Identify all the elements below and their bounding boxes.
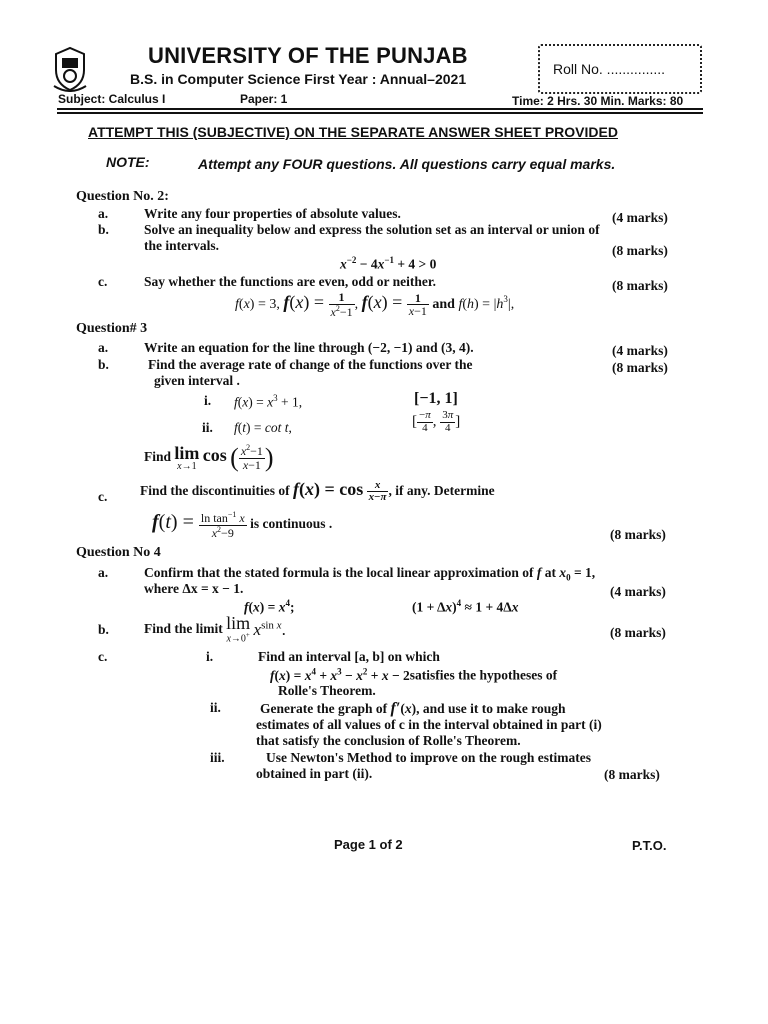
q3-b-i-interval: [−1, 1] — [414, 390, 458, 407]
question-2-heading: Question No. 2: — [76, 189, 169, 204]
q4-c-i-line-2: $f(x) = x^4 + x^3 - x^2 + x$ − 2satisfies the hypotheses of — [270, 666, 558, 683]
q4-b-label: b. — [98, 622, 109, 637]
q3-c-line: Find the discontinuities of f(x) = cos $\frac{x}{x-\pi}$ , if any. Determine — [140, 478, 495, 504]
q3-b-i-label: i. — [204, 393, 212, 408]
q4-c-iii-label: iii. — [210, 750, 225, 765]
q3-a-marks: (4 marks) — [612, 343, 668, 358]
question-3-heading: Question# 3 — [76, 321, 148, 336]
q3-b-ii-interval: [ $\frac{-\pi}{4}$ , $\frac{3\pi}{4}$ ] — [412, 409, 461, 434]
q2-c-label: c. — [98, 274, 108, 289]
q4-c-label: c. — [98, 649, 108, 664]
q4-c-ii-line-1: Generate the graph of f′(x), and use it to make rough — [260, 700, 566, 717]
q3-b-i-function: $f(x) = x^3 + 1$, — [234, 393, 303, 410]
q4-c-iii-text-2: obtained in part (ii). — [256, 766, 373, 781]
university-logo — [50, 46, 90, 92]
q4-a-text-2: where Δx = x − 1. — [144, 581, 244, 596]
attempt-instruction: ATTEMPT THIS (SUBJECTIVE) ON THE SEPARATE ANSWER SHEET PROVIDED — [88, 124, 618, 140]
q3-a-text: Write an equation for the line through (−2, −1) and (3, 4). — [144, 340, 474, 355]
q4-c-i-label: i. — [206, 649, 214, 664]
q4-a-marks: (4 marks) — [610, 584, 666, 599]
q4-a-text-1: Confirm that the stated formula is the local linear approximation of — [144, 565, 534, 580]
q4-b-marks: (8 marks) — [610, 625, 666, 640]
q2-b-text-1: Solve an inequality below and express the solution set as an interval or union of — [144, 222, 600, 237]
q4-a-line-1: Confirm that the stated formula is the local linear approximation of f at $x_0 = 1$, — [144, 565, 596, 583]
header-rule-2 — [57, 112, 703, 114]
q4-c-ii-text-2: estimates of all values of c in the interval obtained in part (i) — [256, 717, 602, 732]
q4-c-i-text-2: satisfies the hypotheses of — [409, 667, 558, 683]
q3-c-text-1: Find the discontinuities of — [140, 483, 290, 498]
page-number: Page 1 of 2 — [334, 837, 403, 852]
q2-inequality: $x^{-2} - 4x^{-1} + 4 > 0$ — [340, 255, 437, 272]
q3-c-marks: (8 marks) — [610, 527, 666, 542]
q4-a-function: $f(x) = x^4$; — [244, 598, 295, 615]
q3-c-text-3: is continuous . — [250, 516, 333, 532]
q2-b-marks: (8 marks) — [612, 243, 668, 258]
q4-c-i-text-3: Rolle's Theorem. — [278, 683, 376, 698]
note-label: NOTE: — [106, 154, 150, 170]
q2-c-marks: (8 marks) — [612, 278, 668, 293]
university-title: UNIVERSITY OF THE PUNJAB — [148, 43, 468, 68]
q4-a-label: a. — [98, 565, 109, 580]
find-word: Find — [144, 449, 172, 465]
q2-c-functions: f(x) = 3, f(x) = $\frac{1}{x^2-1}$ , f(x) = $\frac{1}{x-1}$ and $f(h) = |h^3|$, — [235, 290, 515, 319]
header-rule-1 — [57, 108, 703, 110]
q3-b-marks: (8 marks) — [612, 360, 668, 375]
question-4-heading: Question No 4 — [76, 545, 161, 560]
q4-c-ii-text-3: that satisfy the conclusion of Rolle's Theorem. — [256, 733, 521, 748]
q3-b-text-2: given interval . — [154, 373, 240, 388]
q3-b-text-1: Find the average rate of change of the functions over the — [148, 357, 473, 372]
q2-b-text-2: the intervals. — [144, 238, 219, 253]
subject-label: Subject: Calculus I — [58, 92, 166, 106]
q3-c-function: f(t) = $\frac{\ln \tan^{-1} x}{x^2-9}$ is continuous . — [152, 510, 333, 540]
q4-c-iii-text-1: Use Newton's Method to improve on the rough estimates — [266, 750, 591, 765]
please-turn-over: P.T.O. — [632, 838, 667, 853]
program-title: B.S. in Computer Science First Year : Annual–2021 — [130, 71, 467, 87]
q2-a-text: Write any four properties of absolute values. — [144, 206, 401, 221]
q3-b-ii-label: ii. — [202, 420, 213, 435]
q2-c-text: Say whether the functions are even, odd or neither. — [144, 274, 437, 289]
q4-c-ii-text-1b: , and use it to make rough — [416, 701, 566, 716]
roll-number-label: Roll No. ............... — [553, 61, 666, 77]
q4-b-line: Find the limit lim x→0+ $x^{sin x}$. — [144, 613, 286, 645]
q4-a-approximation: $(1 + \Delta x)^4 \approx 1 + 4\Delta x$ — [412, 598, 519, 615]
q3-a-label: a. — [98, 340, 109, 355]
q3-b-ii-function: f(t) = cot t, — [234, 420, 292, 435]
paper-label: Paper: 1 — [240, 92, 288, 106]
time-marks-label: Time: 2 Hrs. 30 Min. Marks: 80 — [512, 94, 684, 108]
q3-c-label: c. — [98, 489, 108, 504]
q4-c-ii-label: ii. — [210, 700, 221, 715]
q3-c-text-2: , if any. Determine — [388, 483, 495, 498]
q3-b-label: b. — [98, 357, 109, 372]
q4-c-iii-marks: (8 marks) — [604, 767, 660, 782]
q3-limit-expression: Find lim x→1 cos ( $\frac{x^2-1}{x-1}$ ) — [144, 443, 274, 472]
q2-a-label: a. — [98, 206, 109, 221]
q2-a-marks: (4 marks) — [612, 210, 668, 225]
note-text: Attempt any FOUR questions. All questions carry equal marks. — [198, 156, 616, 172]
q4-b-text: Find the limit — [144, 621, 223, 637]
q4-c-i-text: Find an interval [a, b] on which — [258, 649, 440, 664]
q4-c-ii-text-1: Generate the graph of — [260, 701, 388, 716]
q2-b-label: b. — [98, 222, 109, 237]
